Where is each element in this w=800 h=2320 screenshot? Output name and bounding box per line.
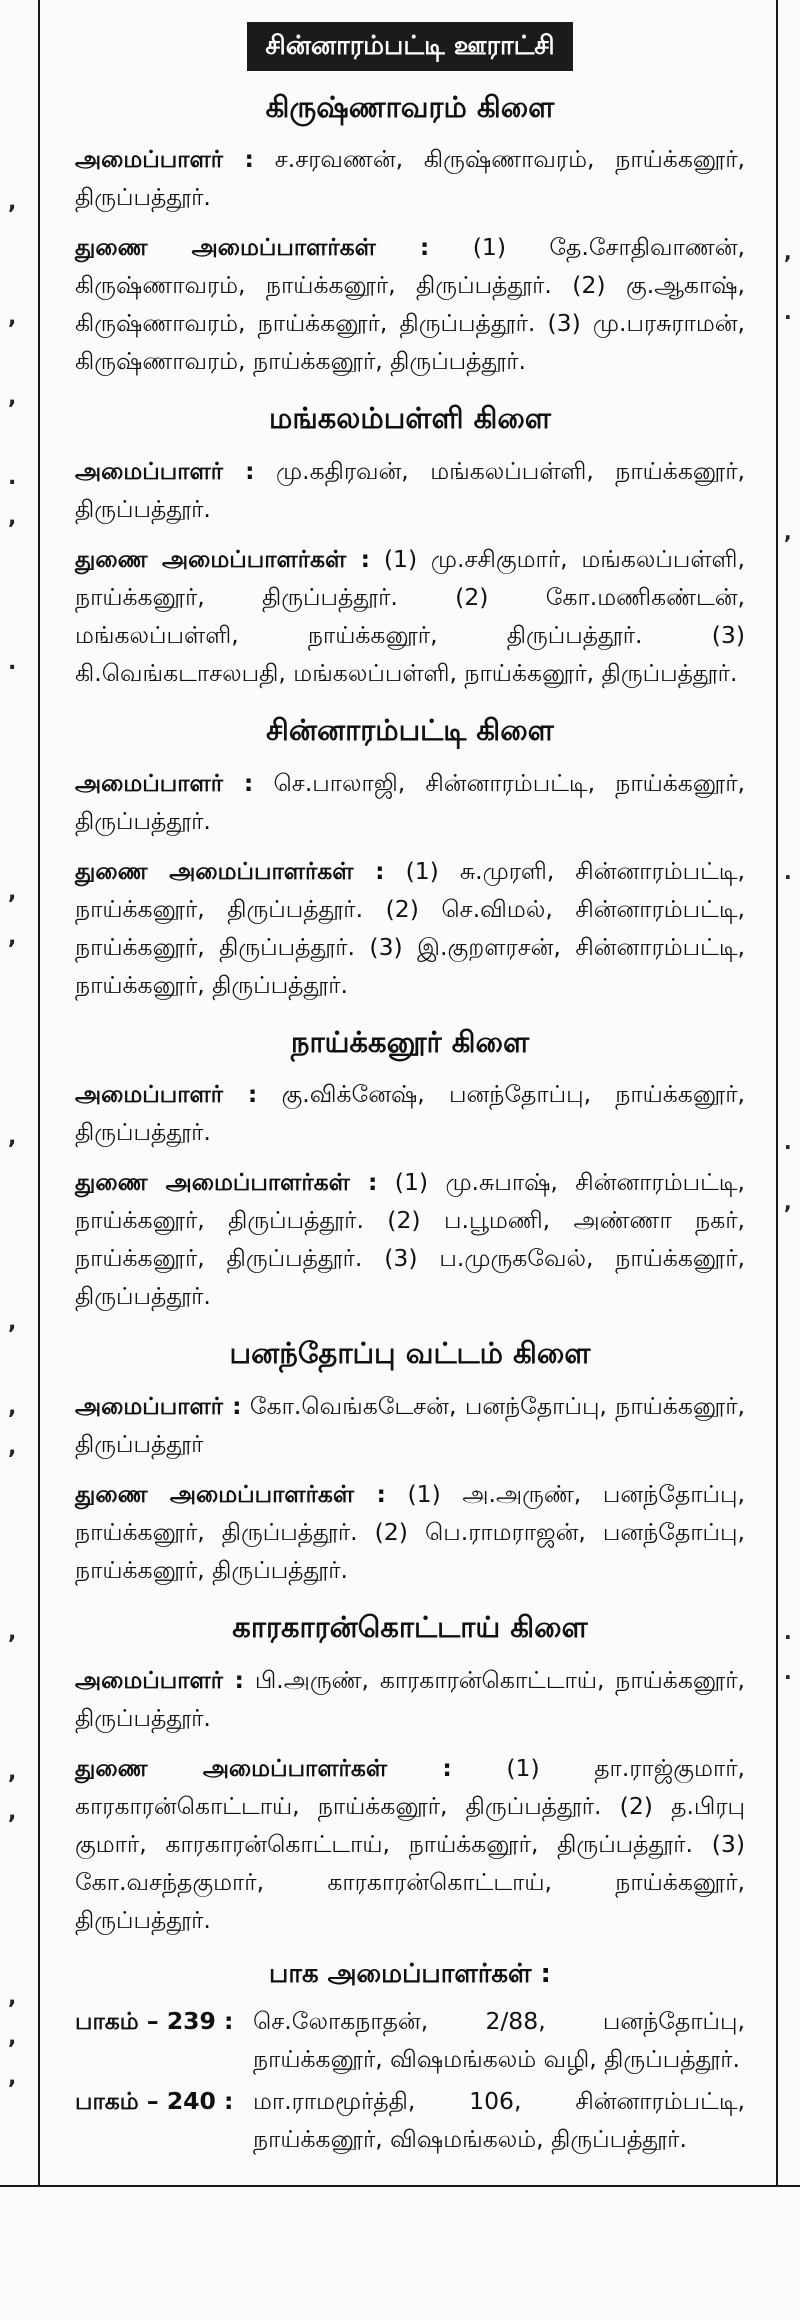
deputy-label: துணை அமைப்பாளர்கள் : bbox=[75, 544, 371, 573]
edge-mark: , bbox=[8, 1800, 17, 1825]
edge-mark: , bbox=[8, 385, 17, 410]
booth-number bbox=[75, 2082, 253, 2158]
branch-title: சின்னாரம்பட்டி கிளை bbox=[266, 712, 554, 747]
organizer-label: அமைப்பாளர் : bbox=[75, 456, 255, 485]
edge-mark: , bbox=[8, 1620, 17, 1645]
edge-mark: . bbox=[784, 300, 792, 324]
organizer-entry bbox=[75, 764, 745, 840]
edge-mark: , bbox=[784, 1190, 792, 1214]
deputy-names: (1) அ.அருண், பனந்தோப்பு, நாய்க்கனூர், திருப்பத்தூர். (2) பெ.ராமராஜன், பனந்தோப்பு, நாய்க்கனூர், திருப்பத்தூர். bbox=[75, 1479, 745, 1584]
organizer-names: கோ.வெங்கடேசன், பனந்தோப்பு, நாய்க்கனூர், திருப்பத்தூர் bbox=[75, 1391, 745, 1458]
edge-mark: . bbox=[8, 650, 17, 675]
organizer-label: அமைப்பாளர் : bbox=[75, 1391, 242, 1420]
booth-organizer: செ.லோகநாதன், 2/88, பனந்தோப்பு, நாய்க்கனூர், விஷமங்கலம் வழி, திருப்பத்தூர். bbox=[253, 2006, 745, 2073]
panchayat-title: சின்னாரம்பட்டி ஊராட்சி bbox=[247, 22, 572, 71]
booth-number-text: பாகம் – 240 : bbox=[75, 2086, 234, 2115]
booth-organizers-heading: பாக அமைப்பாளர்கள் : bbox=[269, 1958, 551, 1989]
edge-mark: , bbox=[8, 2025, 17, 2050]
left-column-edge bbox=[0, 0, 36, 2185]
edge-mark: . bbox=[784, 1130, 792, 1154]
organizer-label: அமைப்பாளர் : bbox=[75, 768, 254, 797]
organizer-label: அமைப்பாளர் : bbox=[75, 1080, 258, 1109]
organizer-entry bbox=[75, 452, 745, 528]
branch-section bbox=[75, 1609, 745, 1939]
edge-mark: . bbox=[784, 1620, 792, 1644]
deputy-names: (1) மு.சசிகுமார், மங்கலப்பள்ளி, நாய்க்கனூர், திருப்பத்தூர். (2) கோ.மணிகண்டன், மங்கலப்பள்ளி, நாய்க்கனூர், திருப்பத்தூர். (3) கி.வெங்கடாசலபதி, மங்கலப்பள்ளி, நாய்க்கனூர், திருப்பத்தூர். bbox=[75, 544, 745, 687]
organizer-entry bbox=[75, 1075, 745, 1151]
edge-mark: , bbox=[8, 1985, 17, 2010]
booth-number bbox=[75, 2002, 253, 2078]
branch-title: காரகாரன்கொட்டாய் கிளை bbox=[232, 1609, 588, 1644]
edge-mark: . bbox=[784, 860, 792, 884]
deputy-entry bbox=[75, 1749, 745, 1939]
branch-section bbox=[75, 89, 745, 381]
deputy-label: துணை அமைப்பாளர்கள் : bbox=[75, 1753, 452, 1782]
organizer-names: ச.சரவணன், கிருஷ்ணாவரம், நாய்க்கனூர், திருப்பத்தூர். bbox=[75, 145, 745, 212]
deputy-label: துணை அமைப்பாளர்கள் : bbox=[75, 1168, 378, 1197]
edge-mark: , bbox=[8, 190, 17, 215]
branch-section bbox=[75, 1335, 745, 1589]
deputy-names: (1) தா.ராஜ்குமார், காரகாரன்கொட்டாய், நாய்க்கனூர், திருப்பத்தூர். (2) த.பிரபு குமார், காரகாரன்கொட்டாய், நாய்க்கனூர், திருப்பத்தூர். (3) கோ.வசந்தகுமார், காரகாரன்கொட்டாய், நாய்க்கனூர், திருப்பத்தூர். bbox=[75, 1753, 745, 1934]
booth-organizer: மா.ராமமூர்த்தி, 106, சின்னாரம்பட்டி, நாய்க்கனூர், விஷமங்கலம், திருப்பத்தூர். bbox=[253, 2086, 745, 2153]
edge-mark: , bbox=[8, 1435, 17, 1460]
deputy-label: துணை அமைப்பாளர்கள் : bbox=[75, 233, 430, 262]
column-rule-right bbox=[776, 0, 778, 2185]
organizer-label: அமைப்பாளர் : bbox=[75, 145, 254, 174]
deputy-names: (1) மு.சுபாஷ், சின்னாரம்பட்டி, நாய்க்கனூர், திருப்பத்தூர். (2) ப.பூமணி, அண்ணா நகர், நாய்க்கனூர், திருப்பத்தூர். (3) ப.முருகவேல், நாய்க்கனூர், திருப்பத்தூர். bbox=[75, 1168, 745, 1311]
branch-title: மங்கலம்பள்ளி கிளை bbox=[269, 401, 551, 436]
edge-mark: , bbox=[8, 305, 17, 330]
organizer-entry bbox=[75, 1387, 745, 1463]
deputy-label: துணை அமைப்பாளர்கள் : bbox=[75, 856, 385, 885]
deputy-names: (1) சு.முரளி, சின்னாரம்பட்டி, நாய்க்கனூர், திருப்பத்தூர். (2) செ.விமல், சின்னாரம்பட்டி, நாய்க்கனூர், திருப்பத்தூர். (3) இ.குறளரசன், சின்னாரம்பட்டி, நாய்க்கனூர், திருப்பத்தூர். bbox=[75, 856, 745, 999]
deputy-entry bbox=[75, 540, 745, 692]
deputy-entry bbox=[75, 1475, 745, 1589]
edge-mark: , bbox=[784, 240, 792, 264]
branch-section bbox=[75, 712, 745, 1004]
organizer-names: பி.அருண், காரகாரன்கொட்டாய், நாய்க்கனூர், திருப்பத்தூர். bbox=[75, 1665, 745, 1732]
panchayat-banner bbox=[75, 22, 745, 71]
branch-title: பனந்தோப்பு வட்டம் கிளை bbox=[229, 1336, 591, 1371]
right-column-edge bbox=[782, 0, 800, 2185]
edge-mark: , bbox=[8, 505, 17, 530]
column-rule-left bbox=[38, 0, 40, 2185]
organizer-names: செ.பாலாஜி, சின்னாரம்பட்டி, நாய்க்கனூர், திருப்பத்தூர். bbox=[75, 768, 745, 835]
edge-mark: , bbox=[8, 1395, 17, 1420]
deputy-entry bbox=[75, 1163, 745, 1315]
edge-mark: . bbox=[8, 465, 17, 490]
edge-mark: , bbox=[784, 520, 792, 544]
edge-mark: , bbox=[8, 1310, 17, 1335]
organizer-label: அமைப்பாளர் : bbox=[75, 1665, 244, 1694]
branch-section bbox=[75, 400, 745, 692]
booth-entry bbox=[75, 2082, 745, 2158]
page-bottom-rule bbox=[0, 2185, 800, 2187]
deputy-entry bbox=[75, 228, 745, 380]
branch-title: நாய்க்கனூர் கிளை bbox=[290, 1024, 530, 1059]
organizer-names: கு.விக்னேஷ், பனந்தோப்பு, நாய்க்கனூர், திருப்பத்தூர். bbox=[75, 1080, 745, 1147]
deputy-entry bbox=[75, 852, 745, 1004]
organizer-entry bbox=[75, 140, 745, 216]
deputy-label: துணை அமைப்பாளர்கள் : bbox=[75, 1479, 386, 1508]
booth-entry bbox=[75, 2002, 745, 2078]
edge-mark: , bbox=[8, 925, 17, 950]
booth-number-text: பாகம் – 239 : bbox=[75, 2006, 234, 2035]
deputy-names: (1) தே.சோதிவாணன், கிருஷ்ணாவரம், நாய்க்கனூர், திருப்பத்தூர். (2) கு.ஆகாஷ், கிருஷ்ணாவரம், நாய்க்கனூர், திருப்பத்தூர். (3) மு.பரசுராமன், கிருஷ்ணாவரம், நாய்க்கனூர், திருப்பத்தூர். bbox=[75, 233, 745, 376]
edge-mark: , bbox=[8, 1760, 17, 1785]
edge-mark: , bbox=[8, 880, 17, 905]
edge-mark: . bbox=[784, 1660, 792, 1684]
article-column bbox=[75, 22, 745, 2162]
organizer-entry bbox=[75, 1661, 745, 1737]
organizer-names: மு.கதிரவன், மங்கலப்பள்ளி, நாய்க்கனூர், திருப்பத்தூர். bbox=[75, 456, 745, 523]
branch-title: கிருஷ்ணாவரம் கிளை bbox=[265, 89, 555, 124]
edge-mark: , bbox=[8, 1125, 17, 1150]
edge-mark: , bbox=[8, 2065, 17, 2090]
branch-section bbox=[75, 1024, 745, 1316]
